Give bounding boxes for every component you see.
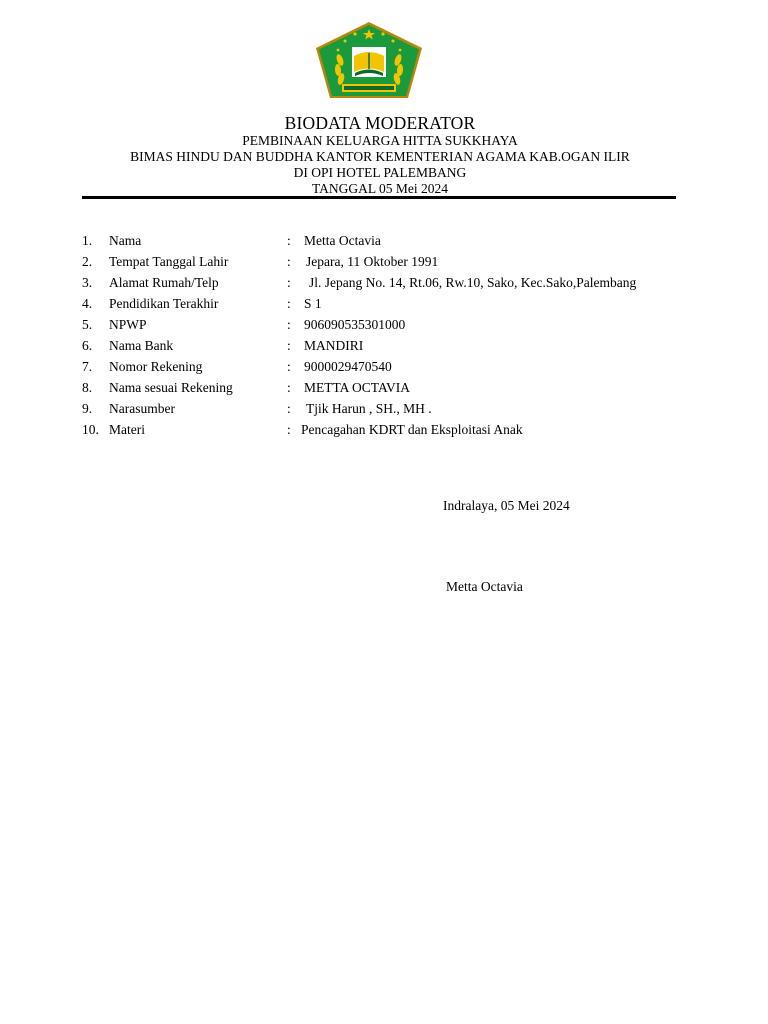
biodata-row bbox=[0, 316, 768, 337]
biodata-row bbox=[0, 421, 768, 442]
row-colon: : bbox=[287, 275, 291, 290]
row-number: 3. bbox=[82, 275, 93, 290]
row-value: 906090535301000 bbox=[304, 317, 406, 332]
document-title: BIODATA MODERATOR bbox=[284, 113, 476, 133]
row-number: 1. bbox=[82, 233, 93, 248]
row-colon: : bbox=[287, 296, 291, 311]
row-number: 2. bbox=[82, 254, 93, 269]
header-line-3: DI OPI HOTEL PALEMBANG bbox=[293, 165, 467, 180]
biodata-row bbox=[0, 337, 768, 358]
biodata-row bbox=[0, 232, 768, 253]
row-value: MANDIRI bbox=[304, 338, 364, 353]
row-value: Metta Octavia bbox=[304, 233, 381, 248]
biodata-row bbox=[0, 379, 768, 400]
biodata-row bbox=[0, 400, 768, 421]
biodata-row bbox=[0, 274, 768, 295]
kemenag-emblem-icon bbox=[314, 20, 424, 100]
biodata-row bbox=[0, 253, 768, 274]
header-line-4: TANGGAL 05 Mei 2024 bbox=[311, 181, 449, 196]
row-value: S 1 bbox=[304, 296, 322, 311]
biodata-row bbox=[0, 295, 768, 316]
row-colon: : bbox=[287, 422, 291, 437]
header-line-2: BIMAS HINDU DAN BUDDHA KANTOR KEMENTERIAN AGAMA KAB.OGAN ILIR bbox=[130, 149, 630, 164]
row-colon: : bbox=[287, 338, 291, 353]
header-line-1: PEMBINAAN KELUARGA HITTA SUKKHAYA bbox=[242, 133, 518, 148]
row-value: 9000029470540 bbox=[304, 359, 392, 374]
row-label: Pendidikan Terakhir bbox=[109, 296, 219, 311]
row-number: 6. bbox=[82, 338, 93, 353]
row-label: Nama bbox=[109, 233, 142, 248]
row-value: Tjik Harun , SH., MH . bbox=[306, 401, 432, 416]
row-number: 5. bbox=[82, 317, 93, 332]
row-colon: : bbox=[287, 317, 291, 332]
row-value: Jl. Jepang No. 14, Rt.06, Rw.10, Sako, Kec.Sako,Palembang bbox=[309, 275, 637, 290]
row-number: 10. bbox=[82, 422, 99, 437]
row-number: 9. bbox=[82, 401, 93, 416]
row-label: Tempat Tanggal Lahir bbox=[109, 254, 229, 269]
row-value: Pencagahan KDRT dan Eksploitasi Anak bbox=[301, 422, 523, 437]
row-label: Nomor Rekening bbox=[109, 359, 203, 374]
row-value: Jepara, 11 Oktober 1991 bbox=[306, 254, 439, 269]
row-colon: : bbox=[287, 254, 291, 269]
row-label: NPWP bbox=[109, 317, 147, 332]
row-label: Nama sesuai Rekening bbox=[109, 380, 233, 395]
row-label: Narasumber bbox=[109, 401, 175, 416]
document-header bbox=[0, 113, 760, 197]
row-label: Nama Bank bbox=[109, 338, 174, 353]
header-divider bbox=[82, 196, 676, 199]
row-colon: : bbox=[287, 233, 291, 248]
place-date: Indralaya, 05 Mei 2024 bbox=[443, 498, 570, 513]
row-number: 8. bbox=[82, 380, 93, 395]
row-number: 7. bbox=[82, 359, 93, 374]
biodata-list bbox=[0, 232, 768, 442]
row-label: Materi bbox=[109, 422, 145, 437]
row-colon: : bbox=[287, 380, 291, 395]
biodata-row bbox=[0, 358, 768, 379]
row-number: 4. bbox=[82, 296, 93, 311]
row-label: Alamat Rumah/Telp bbox=[109, 275, 219, 290]
row-colon: : bbox=[287, 359, 291, 374]
row-value: METTA OCTAVIA bbox=[304, 380, 410, 395]
signatory-name: Metta Octavia bbox=[446, 579, 523, 594]
row-colon: : bbox=[287, 401, 291, 416]
